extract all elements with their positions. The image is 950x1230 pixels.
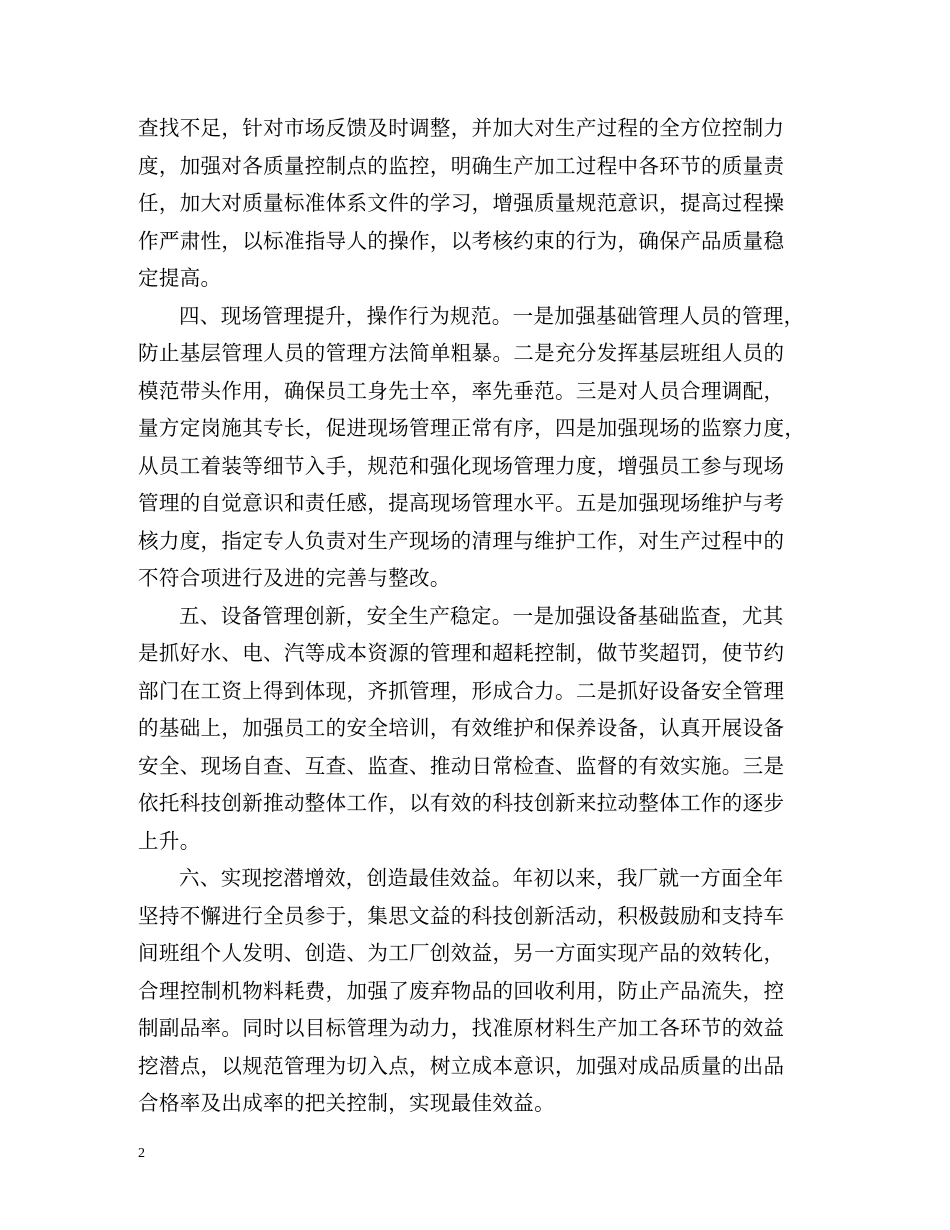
paragraph-four-first-line: 四、现场管理提升，操作行为规范。一是加强基础管理人员的管理， (179, 303, 805, 328)
text-line: 模范带头作用，确保员工身先士卒，率先垂范。三是对人员合理调配， (138, 378, 785, 403)
text-line: 从员工着装等细节入手，规范和强化现场管理力度，增强员工参与现场 (138, 453, 785, 478)
text-line: 合格率及出成率的把关控制，实现最佳效益。 (138, 1091, 555, 1115)
page-number: 2 (138, 1146, 145, 1161)
text-line: 不符合项进行及进的完善与整改。 (138, 566, 451, 590)
text-line: 定提高。 (138, 266, 222, 290)
text-line: 是抓好水、电、汽等成本资源的管理和超耗控制，做节奖超罚，使节约 (138, 641, 785, 665)
text-line: 部门在工资上得到体现，齐抓管理，形成合力。二是抓好设备安全管理 (138, 678, 785, 703)
text-line: 挖潜点，以规范管理为切入点，树立成本意识，加强对成品质量的出品 (138, 1053, 785, 1078)
text-line: 合理控制机物料耗费，加强了废弃物品的回收利用，防止产品流失，控 (138, 978, 785, 1003)
text-line: 度，加强对各质量控制点的监控，明确生产加工过程中各环节的质量责 (138, 153, 785, 178)
text-line: 管理的自觉意识和责任感，提高现场管理水平。五是加强现场维护与考 (138, 491, 785, 515)
text-line: 核力度，指定专人负责对生产现场的清理与维护工作，对生产过程中的 (138, 528, 785, 553)
text-line: 间班组个人发明、创造、为工厂创效益，另一方面实现产品的效转化， (138, 941, 785, 965)
text-line: 上升。 (138, 828, 201, 853)
text-line: 坚持不懈进行全员参于，集思文益的科技创新活动，积极鼓励和支持车 (138, 903, 785, 928)
text-line: 依托科技创新推动整体工作，以有效的科技创新来拉动整体工作的逐步 (138, 791, 785, 815)
paragraph-six-first-line: 六、实现挖潜增效，创造最佳效益。年初以来，我厂就一方面全年 (179, 866, 784, 890)
text-line: 的基础上，加强员工的安全培训，有效维护和保养设备，认真开展设备 (138, 716, 785, 740)
text-line: 安全、现场自查、互查、监查、推动日常检查、监督的有效实施。三是 (138, 753, 785, 778)
text-line: 作严肃性，以标准指导人的操作，以考核约束的行为，确保产品质量稳 (138, 228, 785, 253)
text-line: 防止基层管理人员的管理方法简单粗暴。二是充分发挥基层班组人员的 (138, 341, 785, 365)
text-line: 量方定岗施其专长，促进现场管理正常有序，四是加强现场的监察力度， (138, 416, 806, 440)
text-line: 查找不足，针对市场反馈及时调整，并加大对生产过程的全方位控制力 (138, 116, 785, 140)
document-body (138, 110, 828, 1123)
text-line: 任，加大对质量标准体系文件的学习，增强质量规范意识，提高过程操 (138, 191, 785, 215)
text-line: 制副品率。同时以目标管理为动力，找准原材料生产加工各环节的效益 (138, 1016, 785, 1040)
paragraph-five-first-line: 五、设备管理创新，安全生产稳定。一是加强设备基础监查，尤其 (179, 603, 784, 628)
